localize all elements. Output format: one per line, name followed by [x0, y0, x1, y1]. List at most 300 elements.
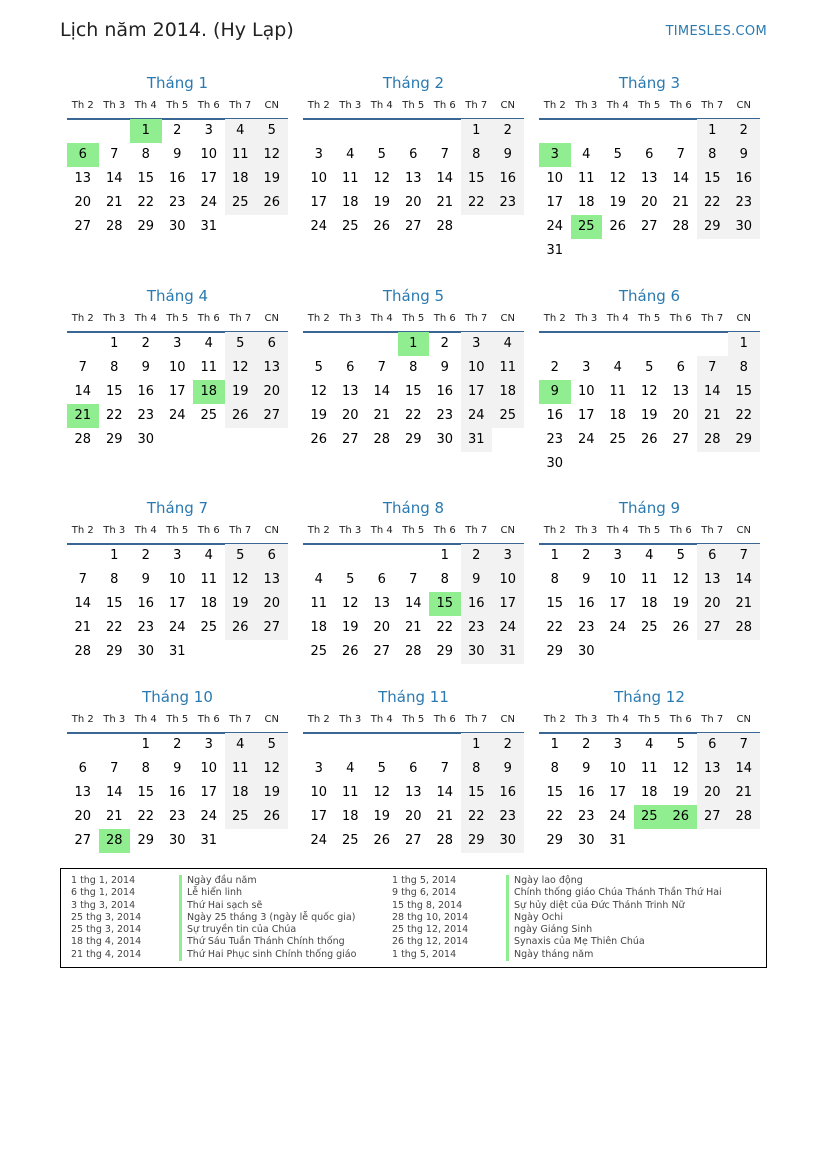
day-cell: 27 — [341, 431, 359, 447]
day-cell: 5 — [346, 572, 355, 587]
day-cell: 1 — [440, 548, 449, 563]
legend-date: 9 thg 6, 2014 — [392, 887, 457, 899]
day-cell: 21 — [728, 592, 760, 616]
weekday-label: Th 2 — [307, 714, 330, 725]
day-cell: 17 — [310, 809, 328, 824]
day-cell: 6 — [697, 733, 729, 757]
month-block — [67, 497, 288, 659]
day-cell: 10 — [310, 171, 328, 186]
day-cell: 17 — [200, 171, 218, 186]
day-cell: 22 — [697, 191, 729, 215]
day-cell: 2 — [582, 548, 591, 563]
day-cell: 18 — [492, 380, 524, 404]
day-cell: 15 — [728, 380, 760, 404]
day-cell: 26 — [341, 644, 359, 659]
day-cell: 6 — [256, 544, 288, 568]
day-cell: 5 — [314, 359, 323, 375]
day-cell: 5 — [256, 119, 288, 143]
day-cell: 11 — [492, 356, 524, 380]
month-title: Tháng 10 — [142, 688, 213, 706]
day-cell: 8 — [409, 359, 418, 375]
day-cell: 22 — [137, 809, 155, 824]
day-cell: 11 — [200, 572, 218, 587]
day-cell: 18 — [640, 596, 658, 611]
day-cell: 2 — [492, 733, 524, 757]
day-cell: 5 — [676, 548, 685, 563]
day-cell: 29 — [728, 428, 760, 452]
day-cell: 20 — [341, 407, 359, 423]
day-cell: 14 — [105, 171, 123, 186]
day-cell: 12 — [373, 171, 391, 186]
day-cell: 10 — [492, 568, 524, 592]
day-cell: 26 — [672, 620, 690, 635]
day-cell: 31 — [609, 833, 627, 848]
day-cell: 6 — [676, 359, 685, 375]
day-cell: 8 — [141, 761, 150, 776]
weekday-header — [67, 519, 288, 545]
day-cell: 7 — [728, 544, 760, 568]
day-cell: 13 — [697, 757, 729, 781]
day-cell: 27 — [404, 833, 422, 848]
day-cell: 19 — [256, 781, 288, 805]
day-cell: 15 — [546, 785, 564, 800]
day-cell: 14 — [436, 171, 454, 186]
weekday-label: Th 4 — [134, 100, 157, 111]
day-cell: 4 — [645, 548, 654, 563]
day-cell: 18 — [310, 620, 328, 635]
day-cell: 26 — [373, 833, 391, 848]
day-cell: 2 — [440, 335, 449, 351]
day-cell: 19 — [609, 195, 627, 210]
day-cell: 22 — [105, 407, 123, 423]
day-cell: 29 — [461, 829, 493, 853]
day-cell: 25 — [341, 219, 359, 234]
day-cell: 19 — [672, 596, 690, 611]
day-cell: 1 — [461, 733, 493, 757]
day-cell: 24 — [609, 620, 627, 635]
day-cell: 11 — [225, 143, 257, 167]
holiday-day-cell: 6 — [67, 143, 99, 167]
day-cell: 22 — [728, 404, 760, 428]
day-cell: 24 — [310, 833, 328, 848]
day-cell: 29 — [697, 215, 729, 239]
day-cell: 18 — [577, 195, 595, 210]
day-cell: 1 — [110, 335, 119, 351]
legend-date: 1 thg 1, 2014 — [71, 875, 136, 886]
weekday-label: Th 4 — [606, 714, 629, 725]
weekday-label: Th 7 — [465, 100, 488, 111]
day-cell: 19 — [672, 785, 690, 800]
day-cell: 12 — [672, 761, 690, 776]
day-cell: 8 — [461, 757, 493, 781]
day-cell: 11 — [640, 761, 658, 776]
day-cell: 4 — [314, 572, 323, 587]
day-cell: 29 — [436, 644, 454, 659]
day-cell: 18 — [225, 167, 257, 191]
day-cell: 26 — [225, 616, 257, 640]
day-cell: 10 — [168, 359, 186, 375]
day-cell: 24 — [546, 219, 564, 234]
weekday-label: Th 3 — [575, 525, 598, 536]
legend-holiday-name: Lễ hiển linh — [179, 887, 356, 899]
day-cell: 12 — [341, 596, 359, 611]
day-cell: 27 — [74, 219, 92, 234]
day-cell: 23 — [492, 805, 524, 829]
day-cell: 9 — [461, 568, 493, 592]
weekday-label: Th 6 — [433, 100, 456, 111]
day-cell: 14 — [74, 383, 92, 399]
legend-holiday-name: Chính thống giáo Chúa Thánh Thần Thứ Hai — [506, 887, 722, 899]
weekday-header — [303, 307, 524, 333]
day-cell: 23 — [492, 191, 524, 215]
day-cell: 12 — [609, 171, 627, 186]
day-cell: 25 — [310, 644, 328, 659]
day-cell: 27 — [256, 404, 288, 428]
month-title: Tháng 1 — [146, 74, 209, 92]
day-cell: 9 — [173, 761, 182, 776]
weekday-label: Th 2 — [71, 312, 94, 324]
day-cell: 17 — [461, 380, 493, 404]
legend-holiday-name: Sự truyền tin của Chúa — [179, 924, 356, 936]
day-cell: 10 — [200, 761, 218, 776]
day-cell: 17 — [609, 785, 627, 800]
day-cell: 31 — [546, 243, 564, 258]
day-cell: 3 — [173, 335, 182, 351]
day-cell: 30 — [137, 644, 155, 659]
day-cell: 15 — [461, 781, 493, 805]
weekday-label: Th 5 — [638, 525, 661, 536]
holiday-day-cell: 28 — [99, 829, 131, 853]
weekday-label: Th 7 — [229, 714, 252, 725]
month-block — [539, 686, 760, 848]
day-cell: 15 — [105, 383, 123, 399]
legend-dates-right — [392, 875, 468, 961]
legend-date: 1 thg 5, 2014 — [392, 948, 457, 960]
day-cell: 25 — [609, 431, 627, 447]
weekday-label: Th 7 — [701, 525, 724, 536]
day-cell: 30 — [168, 219, 186, 234]
day-cell: 13 — [404, 171, 422, 186]
day-cell: 4 — [492, 332, 524, 356]
day-cell: 24 — [577, 431, 595, 447]
day-cell: 20 — [404, 809, 422, 824]
day-cell: 23 — [728, 191, 760, 215]
day-cell: 25 — [200, 407, 218, 423]
weekday-label: Th 4 — [606, 312, 629, 324]
day-cell: 12 — [225, 568, 257, 592]
day-cell: 11 — [310, 596, 328, 611]
day-cell: 8 — [461, 143, 493, 167]
legend-holiday-name: Thứ Hai Phục sinh Chính thống giáo — [179, 949, 356, 961]
day-cell: 5 — [676, 737, 685, 752]
day-cell: 11 — [225, 757, 257, 781]
weekday-header — [539, 519, 760, 545]
day-cell: 21 — [74, 620, 92, 635]
day-cell: 16 — [137, 383, 155, 399]
weekday-label: Th 6 — [669, 100, 692, 111]
weekday-label: Th 2 — [307, 312, 330, 324]
day-cell: 13 — [373, 596, 391, 611]
day-cell: 20 — [256, 592, 288, 616]
weekday-label: Th 5 — [166, 100, 189, 111]
day-cell: 30 — [436, 431, 454, 447]
day-cell: 7 — [78, 572, 87, 587]
day-cell: 6 — [377, 572, 386, 587]
day-cell: 23 — [461, 616, 493, 640]
weekday-label: Th 4 — [606, 525, 629, 536]
legend-dates-left — [71, 875, 141, 961]
day-cell: 12 — [225, 356, 257, 380]
day-cell: 28 — [436, 833, 454, 848]
weekday-label: Th 6 — [197, 525, 220, 536]
day-cell: 21 — [697, 404, 729, 428]
day-cell: 27 — [256, 616, 288, 640]
weekday-label: Th 7 — [465, 525, 488, 536]
weekday-label: Th 7 — [229, 525, 252, 536]
weekday-label: Th 4 — [134, 714, 157, 725]
month-title: Tháng 3 — [618, 74, 681, 92]
day-cell: 28 — [436, 219, 454, 234]
day-cell: 16 — [492, 781, 524, 805]
weekday-header — [67, 94, 288, 120]
legend-holiday-name: Thứ Hai sạch sẽ — [179, 900, 356, 912]
day-cell: 9 — [141, 359, 150, 375]
day-cell: 14 — [436, 785, 454, 800]
day-cell: 31 — [168, 644, 186, 659]
day-cell: 30 — [577, 644, 595, 659]
month-title: Tháng 6 — [618, 286, 681, 305]
day-cell: 6 — [645, 147, 654, 162]
weekday-label: Th 4 — [370, 100, 393, 111]
day-cell: 5 — [225, 332, 257, 356]
day-cell: 4 — [582, 147, 591, 162]
day-cell: 25 — [225, 805, 257, 829]
weekday-label: Th 4 — [134, 312, 157, 324]
day-cell: 1 — [141, 737, 150, 752]
day-cell: 26 — [609, 219, 627, 234]
day-cell: 2 — [173, 123, 182, 138]
site-link[interactable]: TIMESLES.COM — [665, 24, 767, 39]
day-cell: 9 — [492, 143, 524, 167]
day-cell: 9 — [582, 572, 591, 587]
day-cell: 15 — [697, 167, 729, 191]
day-cell: 29 — [137, 833, 155, 848]
day-cell: 4 — [225, 119, 257, 143]
day-cell: 19 — [225, 380, 257, 404]
day-cell: 21 — [436, 809, 454, 824]
legend-names-right — [506, 875, 722, 961]
day-cell: 22 — [137, 195, 155, 210]
holiday-day-cell: 9 — [539, 380, 571, 404]
weekday-header — [303, 94, 524, 120]
weekday-label: Th 2 — [307, 525, 330, 536]
day-cell: 13 — [256, 568, 288, 592]
day-cell: 5 — [645, 359, 654, 375]
day-cell: 13 — [256, 356, 288, 380]
day-cell: 20 — [697, 592, 729, 616]
legend-holiday-name: Thứ Sáu Tuần Thánh Chính thống — [179, 936, 356, 948]
day-cell: 3 — [613, 548, 622, 563]
day-cell: 31 — [461, 428, 493, 452]
weekday-label: CN — [264, 714, 279, 725]
day-cell: 27 — [697, 805, 729, 829]
day-cell: 17 — [168, 383, 186, 399]
day-cell: 13 — [74, 785, 92, 800]
legend-date: 3 thg 3, 2014 — [71, 899, 136, 911]
weekday-header — [303, 708, 524, 734]
day-cell: 21 — [373, 407, 391, 423]
day-cell: 7 — [78, 359, 87, 375]
day-cell: 11 — [200, 359, 218, 375]
holiday-day-cell: 3 — [539, 143, 571, 167]
weekday-label: Th 6 — [433, 525, 456, 536]
day-cell: 15 — [137, 785, 155, 800]
day-cell: 1 — [728, 332, 760, 356]
day-cell: 10 — [461, 356, 493, 380]
weekday-label: Th 6 — [197, 714, 220, 725]
day-cell: 29 — [404, 431, 422, 447]
day-cell: 15 — [461, 167, 493, 191]
day-cell: 13 — [672, 383, 690, 399]
day-cell: 19 — [310, 407, 328, 423]
day-cell: 25 — [225, 191, 257, 215]
month-block — [67, 686, 288, 848]
weekday-label: CN — [264, 312, 279, 324]
weekday-label: Th 2 — [71, 714, 94, 725]
weekday-label: Th 6 — [433, 714, 456, 725]
day-cell: 2 — [728, 119, 760, 143]
month-block — [539, 72, 760, 258]
day-cell: 24 — [168, 620, 186, 635]
legend-holiday-name: ngày Giáng Sinh — [506, 924, 722, 936]
day-cell: 11 — [341, 171, 359, 186]
weekday-label: Th 6 — [669, 525, 692, 536]
day-cell: 21 — [436, 195, 454, 210]
day-cell: 6 — [697, 544, 729, 568]
day-cell: 18 — [341, 195, 359, 210]
weekday-label: Th 4 — [134, 525, 157, 536]
month-block — [303, 72, 524, 234]
day-cell: 14 — [373, 383, 391, 399]
day-cell: 20 — [404, 195, 422, 210]
day-cell: 13 — [74, 171, 92, 186]
day-cell: 14 — [105, 785, 123, 800]
weekday-header — [67, 307, 288, 333]
day-cell: 22 — [461, 191, 493, 215]
legend-date: 21 thg 4, 2014 — [71, 948, 142, 960]
day-cell: 23 — [137, 407, 155, 423]
day-cell: 4 — [225, 733, 257, 757]
day-cell: 14 — [728, 757, 760, 781]
day-cell: 8 — [440, 572, 449, 587]
legend-holiday-name: Synaxis của Mẹ Thiên Chúa — [506, 936, 722, 948]
weekday-label: Th 3 — [103, 525, 126, 536]
day-cell: 20 — [672, 407, 690, 423]
day-cell: 30 — [492, 829, 524, 853]
day-cell: 2 — [550, 359, 559, 375]
day-cell: 22 — [105, 620, 123, 635]
weekday-label: Th 5 — [638, 312, 661, 324]
day-cell: 1 — [110, 548, 119, 563]
day-cell: 2 — [173, 737, 182, 752]
legend-date: 15 thg 8, 2014 — [392, 899, 463, 911]
day-cell: 15 — [546, 596, 564, 611]
legend-holiday-name: Ngày đầu năm — [179, 875, 356, 887]
month-title: Tháng 11 — [378, 688, 449, 706]
legend-date: 25 thg 12, 2014 — [392, 924, 469, 936]
day-cell: 15 — [404, 383, 422, 399]
day-cell: 18 — [341, 809, 359, 824]
holiday-day-cell: 18 — [193, 380, 225, 404]
day-cell: 14 — [74, 596, 92, 611]
day-cell: 28 — [728, 805, 760, 829]
day-cell: 24 — [492, 616, 524, 640]
legend-date: 25 thg 3, 2014 — [71, 911, 142, 923]
day-cell: 1 — [550, 548, 559, 563]
month-block — [67, 72, 288, 234]
day-cell: 28 — [672, 219, 690, 234]
day-cell: 19 — [256, 167, 288, 191]
day-cell: 24 — [310, 219, 328, 234]
weekday-header — [67, 708, 288, 734]
day-cell: 23 — [577, 620, 595, 635]
day-cell: 19 — [225, 592, 257, 616]
day-cell: 7 — [697, 356, 729, 380]
day-cell: 11 — [640, 572, 658, 587]
day-cell: 11 — [609, 383, 627, 399]
legend-holiday-name: Ngày Ochi — [506, 912, 722, 924]
day-cell: 27 — [404, 219, 422, 234]
day-cell: 28 — [697, 428, 729, 452]
day-cell: 23 — [546, 431, 564, 447]
day-cell: 13 — [640, 171, 658, 186]
weekday-label: Th 3 — [575, 100, 598, 111]
holiday-legend — [60, 868, 767, 968]
weekday-label: Th 5 — [402, 312, 425, 324]
day-cell: 26 — [310, 431, 328, 447]
day-cell: 4 — [346, 761, 355, 776]
day-cell: 17 — [546, 195, 564, 210]
month-block — [67, 285, 288, 447]
month-block — [539, 285, 760, 471]
day-cell: 18 — [225, 781, 257, 805]
weekday-label: CN — [500, 525, 515, 536]
day-cell: 7 — [440, 147, 449, 162]
day-cell: 8 — [697, 143, 729, 167]
day-cell: 4 — [204, 335, 213, 351]
day-cell: 30 — [137, 431, 155, 447]
weekday-label: Th 2 — [543, 312, 566, 324]
day-cell: 12 — [310, 383, 328, 399]
weekday-label: Th 7 — [229, 312, 252, 324]
weekday-label: Th 3 — [339, 312, 362, 324]
day-cell: 28 — [105, 219, 123, 234]
day-cell: 24 — [200, 809, 218, 824]
day-cell: 7 — [377, 359, 386, 375]
day-cell: 28 — [74, 644, 92, 659]
weekday-label: Th 3 — [339, 714, 362, 725]
month-title: Tháng 7 — [146, 499, 209, 517]
day-cell: 20 — [256, 380, 288, 404]
day-cell: 17 — [609, 596, 627, 611]
holiday-day-cell: 1 — [398, 332, 430, 356]
weekday-label: Th 4 — [370, 714, 393, 725]
legend-date: 1 thg 5, 2014 — [392, 875, 457, 886]
weekday-label: Th 6 — [433, 312, 456, 324]
day-cell: 9 — [440, 359, 449, 375]
day-cell: 27 — [640, 219, 658, 234]
day-cell: 20 — [74, 809, 92, 824]
